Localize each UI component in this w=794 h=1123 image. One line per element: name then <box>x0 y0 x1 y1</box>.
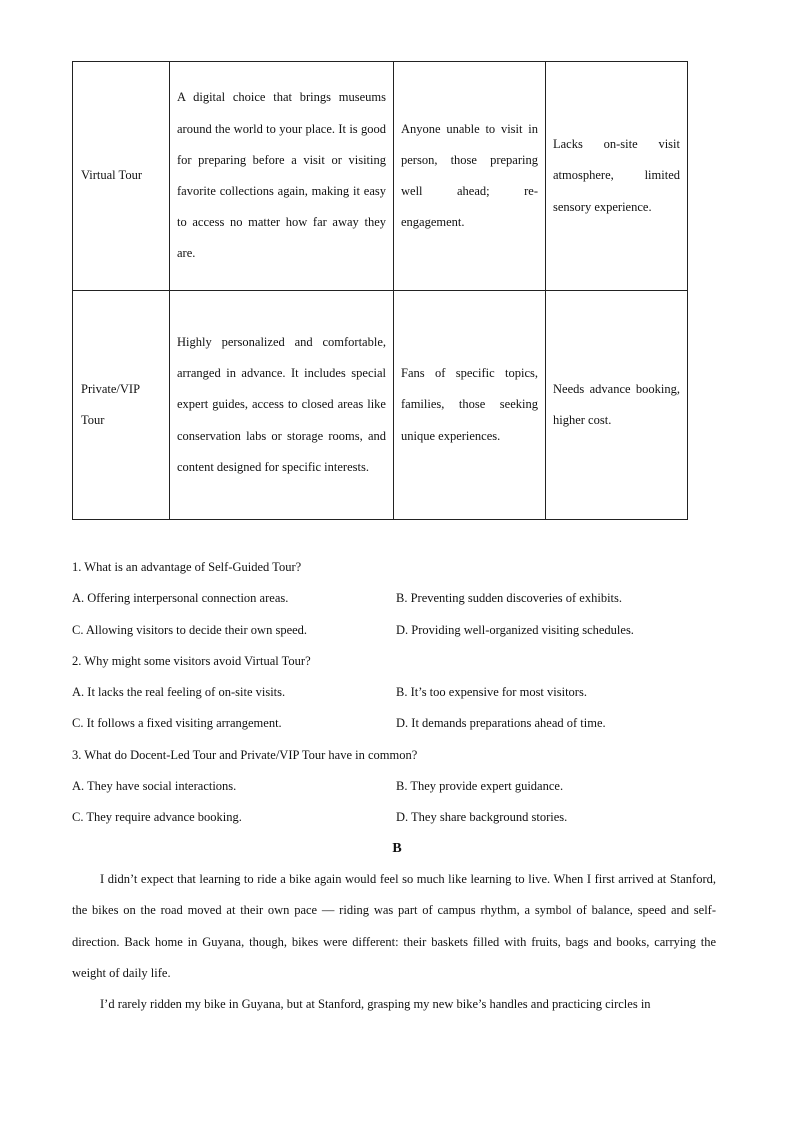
option-c: C. Allowing visitors to decide their own speed. <box>72 622 308 637</box>
option-a: A. It lacks the real feeling of on-site visits. <box>72 685 286 700</box>
tour-type-text: Private/VIP Tour <box>81 381 140 427</box>
passage-paragraph: I’d rarely ridden my bike in Guyana, but at Stanford, grasping my new bike’s handles and practicing circles in <box>100 997 651 1012</box>
option-row <box>72 615 722 646</box>
option-b: B. They provide expert guidance. <box>396 779 564 794</box>
question-stem: 2. Why might some visitors avoid Virtual Tour? <box>72 653 311 668</box>
tour-type-cell <box>73 291 170 520</box>
option-a: A. Offering interpersonal connection areas. <box>72 591 289 606</box>
tour-features-text: Highly personalized and comfortable, arranged in advance. It includes special expert guides, access to closed areas like conservation labs or storage rooms, and content designed for specific interests. <box>177 334 386 474</box>
tour-features-text: A digital choice that brings museums around the world to your place. It is good for preparing before a visit or visiting favorite collections again, making it easy to access no matter how far away they are. <box>177 90 386 261</box>
tour-drawbacks-cell <box>546 62 688 291</box>
option-c: C. It follows a fixed visiting arrangement. <box>72 716 282 731</box>
option-a: A. They have social interactions. <box>72 779 237 794</box>
tour-features-cell <box>170 62 394 291</box>
tour-drawbacks-text: Needs advance booking, higher cost. <box>553 381 680 427</box>
option-row <box>72 677 722 708</box>
question-stem: 1. What is an advantage of Self-Guided Tour? <box>72 560 302 574</box>
option-c: C. They require advance booking. <box>72 810 242 825</box>
table-row <box>73 291 688 520</box>
tour-features-cell <box>170 291 394 520</box>
option-b: B. Preventing sudden discoveries of exhibits. <box>396 591 623 606</box>
tour-drawbacks-cell <box>546 291 688 520</box>
option-row <box>72 771 722 802</box>
tour-suitable-cell <box>394 291 546 520</box>
tour-type-text: Virtual Tour <box>81 168 142 183</box>
option-d: D. Providing well-organized visiting schedules. <box>396 622 634 637</box>
option-row <box>72 708 722 739</box>
tour-suitable-text: Fans of specific topics, families, those seeking unique experiences. <box>401 366 538 443</box>
tour-suitable-text: Anyone unable to visit in person, those preparing well ahead; re-engagement. <box>401 121 538 230</box>
option-d: D. It demands preparations ahead of time. <box>396 716 606 731</box>
question-stem: 3. What do Docent-Led Tour and Private/VIP Tour have in common? <box>72 747 418 762</box>
question-list <box>72 552 722 834</box>
tour-drawbacks-text: Lacks on-site visit atmosphere, limited sensory experience. <box>553 137 680 214</box>
reading-passage <box>72 864 716 1020</box>
tour-type-cell <box>73 62 170 291</box>
tour-comparison-table <box>72 61 688 520</box>
option-row <box>72 802 722 833</box>
option-b: B. It’s too expensive for most visitors. <box>396 685 587 700</box>
tour-suitable-cell <box>394 62 546 291</box>
passage-paragraph: I didn’t expect that learning to ride a bike again would feel so much like learning to live. When I first arrived at Stanford, the bikes on the road moved at their own pace — riding was part of campus rhythm, a symbol of balance, speed and self-direction. Back home in Guyana, though, bikes were different: their baskets filled with fruits, bags and books, carrying the weight of daily life. <box>72 872 716 980</box>
section-heading: B <box>392 841 402 856</box>
option-d: D. They share background stories. <box>396 810 568 825</box>
option-row <box>72 583 722 614</box>
table-row <box>73 62 688 291</box>
